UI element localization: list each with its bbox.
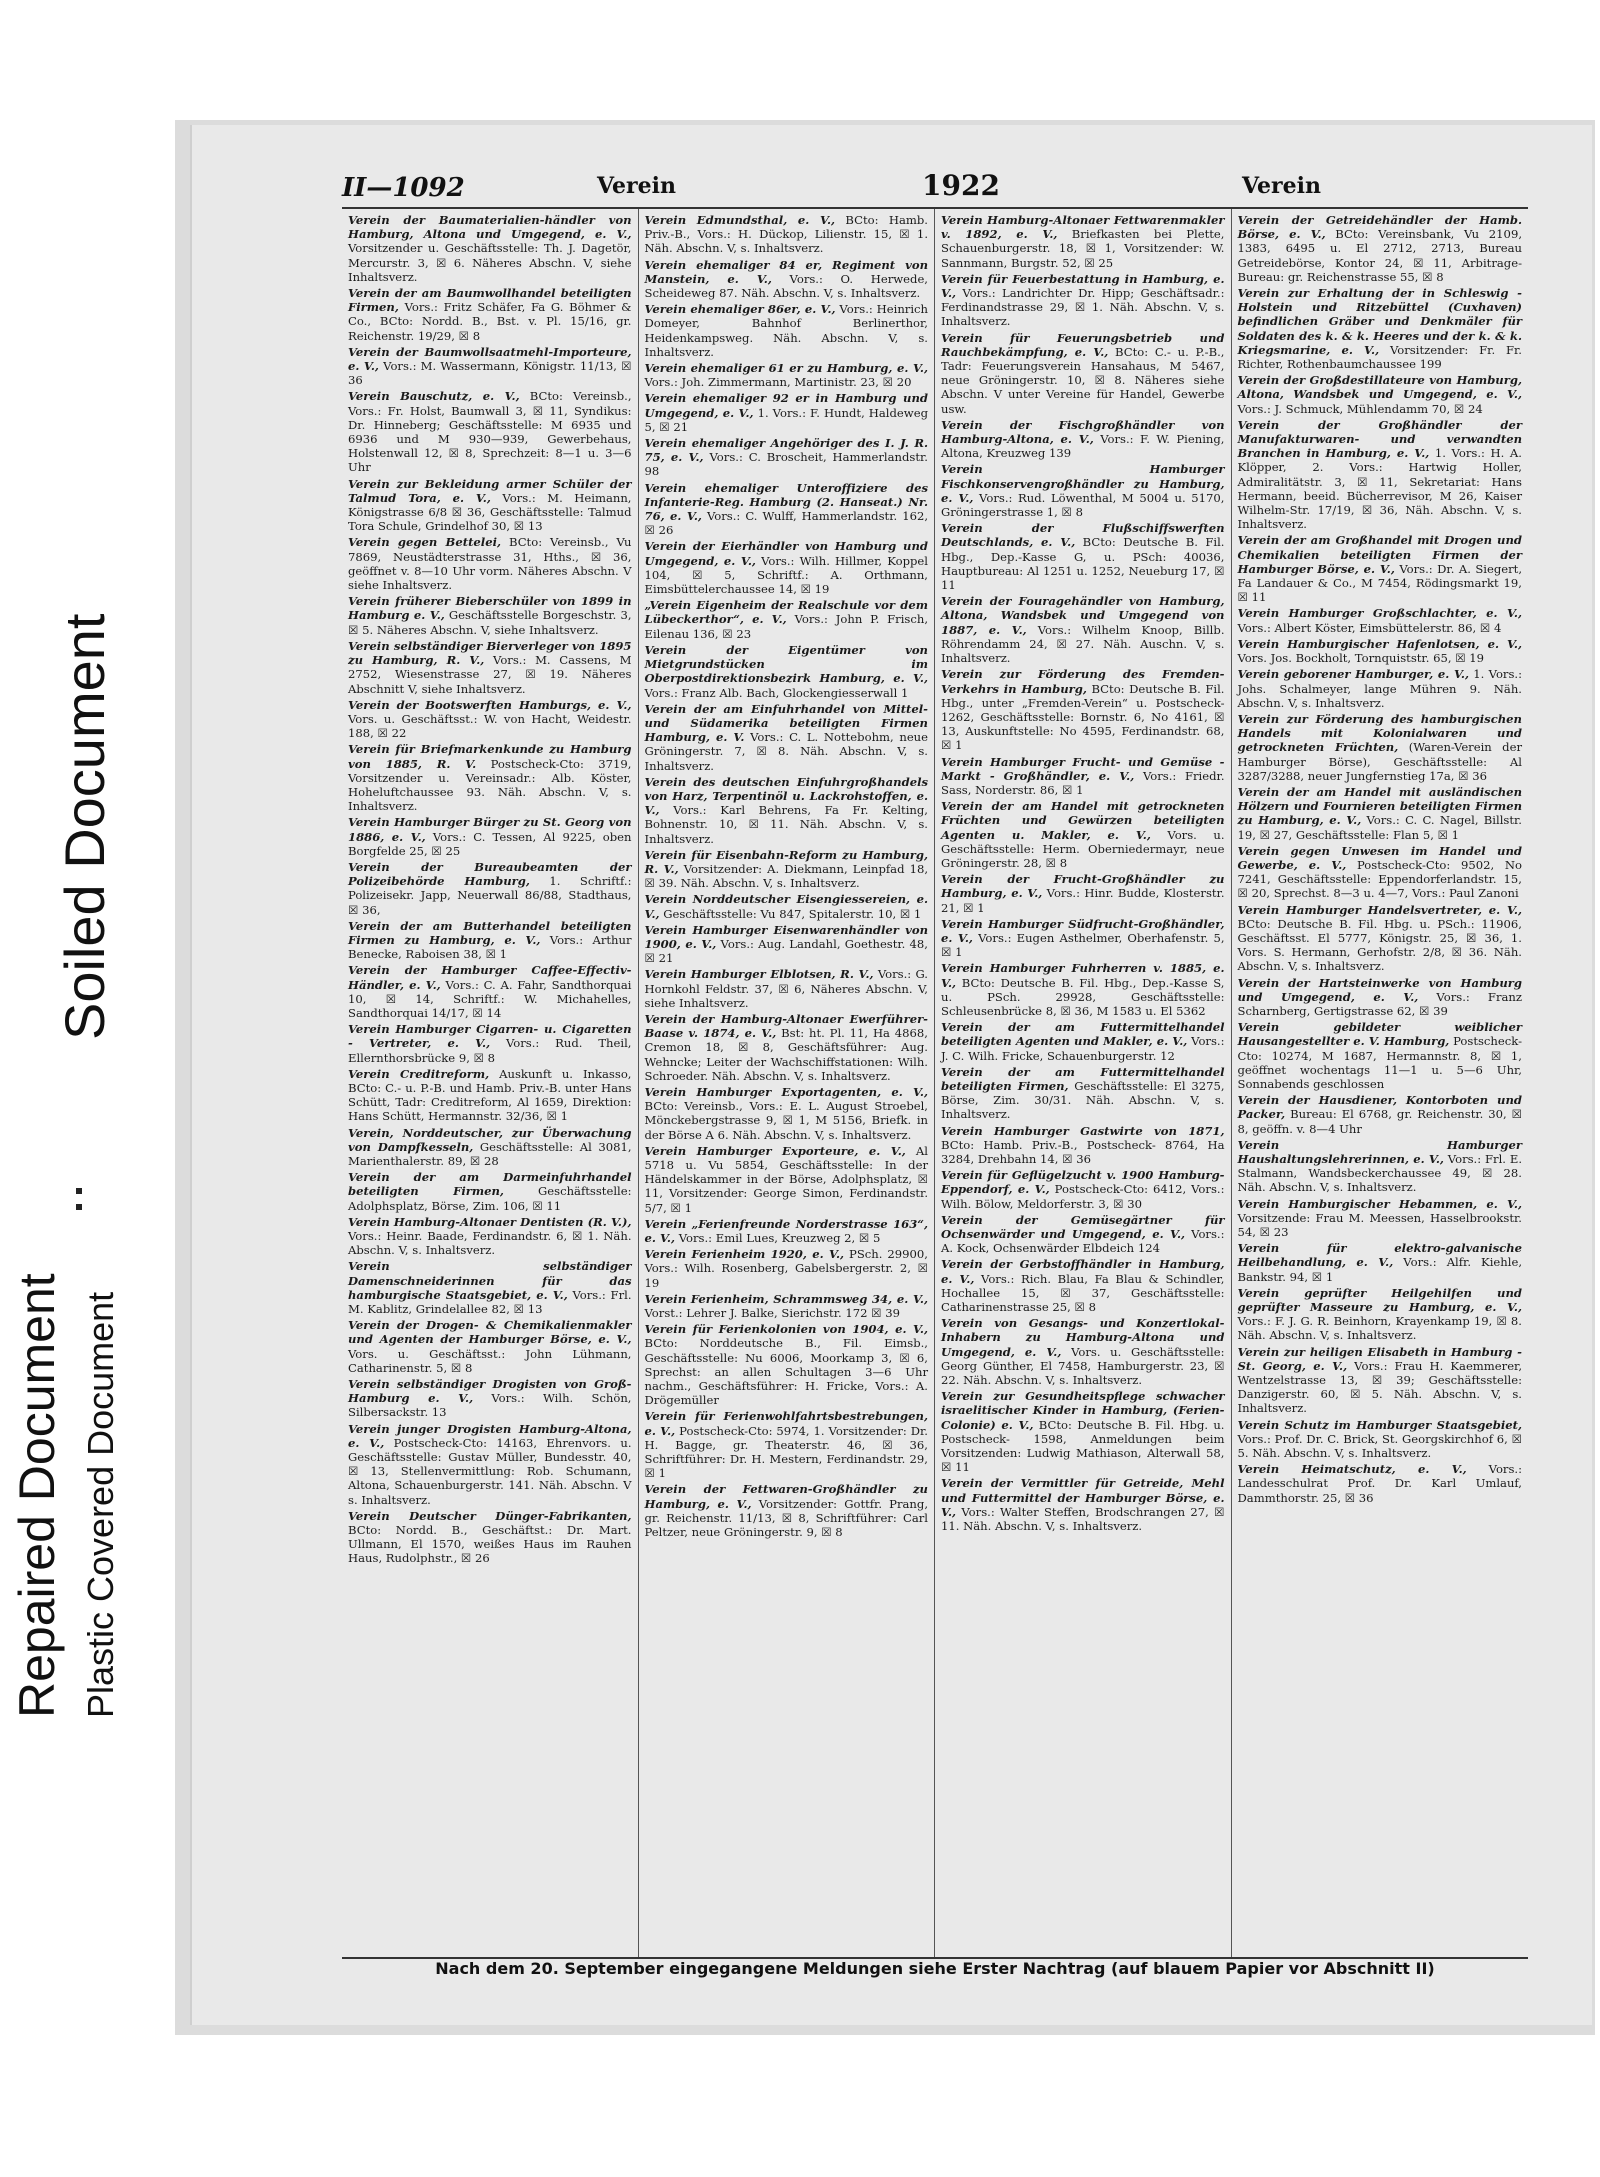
directory-entry — [348, 1422, 632, 1507]
entry-name: Verein ehemaliger Angehöriger des I. J. R. 75, e. V., — [644, 436, 928, 465]
entry-body: Bureau: El 6768, gr. Reichenstr. 30, ☒ 8, geöffn. v. 8—4 Uhr — [1237, 1107, 1522, 1136]
entry-name: Verein Heimatschutz, e. V., — [1237, 1462, 1467, 1477]
directory-entry — [941, 213, 1225, 270]
entry-name: Verein für elektro-galvanische Heilbehandlung, e. V., — [1237, 1241, 1522, 1270]
directory-entry — [1238, 373, 1523, 416]
entry-name: Verein der am Großhandel mit Drogen und Chemikalien beteiligten Firmen der Hamburger Börse, e. V., — [1237, 533, 1522, 576]
directory-entry — [645, 848, 929, 891]
entry-name: Verein der Gerbstoffhändler in Hamburg, e. V., — [941, 1257, 1225, 1286]
entry-name: Verein Creditreform, — [348, 1066, 490, 1081]
directory-entry — [645, 1247, 929, 1290]
directory-entry — [348, 1067, 632, 1124]
entry-body: BCto: C.- u. P.-B., Tadr: Feuerungsverein Hansahaus, M 5467, neue Gröningerstr. 10, ☒ 8. Näheres siehe Abschn. V unter Vereine für Handel, Gewerbe usw. — [941, 344, 1225, 416]
directory-entry — [645, 1482, 929, 1539]
entry-body: Vors.: Wilhelm Knoop, Billb. Röhrendamm 24, ☒ 27. Näh. Auschn. V, s. Inhaltsverz. — [941, 622, 1225, 666]
entry-body: Vors.: Franz Alb. Bach, Glockengiesserwall 1 — [644, 685, 909, 700]
entry-name: Verein gegen Unwesen im Handel und Gewerbe, e. V., — [1237, 843, 1522, 872]
entry-name: Verein ehemaliger 84 er, Regiment von Manstein, e. V., — [644, 257, 928, 286]
directory-entry — [645, 436, 929, 479]
entry-body: BCto: Vereinsb., Vors.: E. L. August Stroebel, Mönckebergstrasse 9, ☒ 1, M 5156, Briefk. in der Börse A 6. Näh. Abschn. V, s. Inhaltsverz. — [644, 1099, 928, 1142]
entry-name: Verein Hamburgischer Hebammen, e. V., — [1237, 1196, 1522, 1211]
entry-body: Vors. u. Geschäftsstelle: Herm. Oberniedermayr, neue Gröningerstr. 28, ☒ 8 — [941, 827, 1225, 870]
directory-entry — [1238, 1138, 1523, 1195]
entry-name: Verein zur Förderung des hamburgischen Handels mit Kolonialwaren und getrockneten Früchten, — [1237, 711, 1522, 755]
entry-body: Vors.: Prof. Dr. C. Brick, St. Georgskirchhof 6, ☒ 5. Näh. Abschn. V, s. Inhaltsverz. — [1237, 1431, 1522, 1461]
entry-body: Vors.: Emil Lues, Kreuzweg 2, ☒ 5 — [678, 1231, 881, 1246]
entry-body: Vors. u. Geschäftsstelle: Georg Günther, El 7458, Hamburgerstr. 23, ☒ 22. Näh. Abschn. V, s. Inhaltsverz. — [941, 1344, 1225, 1388]
entry-name: Verein, Norddeutscher, zur Überwachung von Dampfkesseln, — [348, 1125, 632, 1154]
page-number: II—1092 — [342, 173, 465, 203]
directory-entry — [645, 1409, 929, 1480]
directory-entry — [348, 963, 632, 1020]
entry-body: Vors.: Dr. A. Siegert, Fa Landauer & Co., M 7454, Rödingsmarkt 19, ☒ 11 — [1237, 561, 1522, 605]
entry-body: Vors.: John P. Frisch, Eilenau 136, ☒ 23 — [644, 612, 929, 641]
directory-entry — [645, 1012, 929, 1083]
entry-body: BCto: Deutsche B. Fil. Hbg. u. PSch.: 11906, Geschäftsst. El 5777, Königstr. 25, ☒ 36, 1. Vors. S. Hermann, Gerhofstr. 2/8, ☒ 36. Näh. Abschn. V, s. Inhaltsverz. — [1237, 916, 1522, 974]
entry-name: Verein Norddeutscher Eisengiessereien, e. V., — [644, 892, 928, 921]
entry-body: Vors.: Frl. M. Kablitz, Grindelallee 82, ☒ 13 — [348, 1287, 632, 1317]
directory-entry — [941, 331, 1225, 416]
entry-body: Vors.: F. J. G. R. Beinhorn, Krayenkamp 19, ☒ 8. Näh. Abschn. V, s. Inhaltsverz. — [1237, 1314, 1522, 1343]
directory-entry — [1238, 1241, 1523, 1284]
entry-name: Verein der am Futtermittelhandel beteiligten Agenten und Makler, e. V., — [941, 1020, 1225, 1049]
directory-entry — [941, 1168, 1225, 1211]
directory-entry — [1238, 213, 1523, 284]
directory-entry — [348, 477, 632, 534]
entry-name: Verein für Geflügelzucht v. 1900 Hamburg-Eppendorf, e. V., — [941, 1168, 1225, 1197]
entry-name: Verein für Ferienwohlfahrtsbestrebungen, e. V., — [644, 1409, 928, 1438]
directory-entry — [1238, 712, 1523, 783]
directory-entry — [941, 872, 1225, 915]
directory-entry — [941, 1124, 1225, 1167]
directory-page — [190, 125, 1592, 2025]
entry-body: Postscheck-Cto: 6412, Vors.: Wilh. Bölow, Meldorferstr. 3, ☒ 30 — [941, 1182, 1225, 1211]
entry-body: 1. Vors.: F. Hundt, Haldeweg 5, ☒ 21 — [644, 405, 928, 434]
entry-body: Vors.: O. Herwede, Scheideweg 87. Näh. Abschn. V, s. Inhaltsverz. — [644, 271, 928, 301]
directory-entry — [348, 594, 632, 637]
entry-name: Verein der Baumwollsaatmehl-Importeure, e. V., — [348, 344, 632, 374]
directory-entry — [941, 272, 1225, 329]
directory-entry — [645, 391, 929, 434]
entry-body: Postscheck-Cto: 10274, M 1687, Hermannstr. 8, ☒ 1, geöffnet wochentags 11—1 u. 5—6 Uhr, Sonnabends geschlossen — [1237, 1034, 1522, 1091]
directory-entry — [941, 755, 1225, 798]
directory-entry — [1238, 606, 1523, 634]
directory-entry — [645, 539, 929, 596]
column-4 — [1232, 209, 1529, 1957]
entry-name: Verein selbständiger Drogisten von Groß-Hamburg e. V., — [348, 1377, 632, 1406]
directory-entry — [1238, 637, 1523, 665]
entry-body: Auskunft u. Inkasso, BCto: C.- u. P.-B. und Hamb. Priv.-B. unter Hans Schütt, Tadr: Creditreform, Al 1659, Direktion: Hans Schütt, Hermannstr. 32/36, ☒ 1 — [348, 1066, 632, 1124]
entry-body: Vors.: Rich. Blau, Fa Blau & Schindler, Hochallee 15, ☒ 37, Geschäftsstelle: Catharinenstrasse 25, ☒ 8 — [941, 1271, 1225, 1315]
entry-body: Vors.: Eugen Asthelmer, Oberhafenstr. 5, ☒ 1 — [941, 930, 1225, 960]
entry-body: Vors.: J. Schmuck, Mühlendamm 70, ☒ 24 — [1237, 401, 1483, 416]
label-separator-dot — [76, 1188, 82, 1194]
entry-name: Verein Hamburger Fischkonservengroßhändler zu Hamburg, e. V., — [941, 462, 1225, 505]
directory-entry — [645, 967, 929, 1010]
entry-body: Geschäftsstelle: El 3275, Börse, Zim. 30/31. Näh. Abschn. V, s. Inhaltsverz. — [941, 1078, 1225, 1122]
entry-body: Vors.: Heinr. Baade, Ferdinandstr. 6, ☒ 1. Näh. Abschn. V, s. Inhaltsverz. — [348, 1229, 632, 1258]
entry-body: Vors.: Arthur Benecke, Raboisen 38, ☒ 1 — [348, 932, 632, 962]
entry-name: Verein der Getreidehändler der Hamb. Börse, e. V., — [1237, 213, 1522, 242]
entry-body: BCto: Deutsche B. Fil. Hbg., Dep.-Kasse G, u. PSch: 40036, Hauptbureau: Al 1251 u. 1252, Neueburg 17, ☒ 11 — [941, 535, 1225, 593]
entry-name: Verein ehemaliger Unteroffiziere des Infanterie-Reg. Hamburg (2. Hanseat.) Nr. 76, e. V., — [644, 480, 928, 524]
entry-body: 1. Schriftf.: Polizeisekr. Japp, Neuerwall 86/88, Stadthaus, ☒ 36, — [348, 874, 632, 917]
entry-body: Vors. u. Geschäftsst.: W. von Hacht, Weidestr. 188, ☒ 22 — [348, 711, 632, 741]
entry-name: Verein früherer Bieberschüler von 1899 in Hamburg e. V., — [348, 594, 632, 623]
entry-body: Vors.: M. Wassermann, Königstr. 11/13, ☒ 36 — [348, 359, 632, 388]
entry-body: Vors.: Frau H. Kaemmerer, Wentzelstrasse 13, ☒ 39; Geschäftsstelle: Danzigerstr. 60, ☒ 5. Näh. Abschn. V, s. Inhaltsverz. — [1237, 1358, 1523, 1416]
directory-entry — [348, 815, 632, 858]
entry-name: Verein der Frucht-Großhändler zu Hamburg, e. V., — [941, 872, 1225, 901]
entry-body: Al 5718 u. Vu 5854, Geschäftsstelle: In der Händelskammer in der Börse, Adolphsplatz, ☒ 11, Vorsitzender: George Simon, Ferdinandstr. 5/7, ☒ 1 — [644, 1143, 929, 1215]
entry-name: Verein gegen Bettelei, — [348, 535, 502, 550]
directory-entry — [645, 1085, 929, 1142]
entry-name: Verein Hamburger Gastwirte von 1871, — [941, 1123, 1225, 1138]
directory-entry — [348, 1022, 632, 1065]
column-3 — [935, 209, 1232, 1957]
entry-body: BCto: Nordd. B., Geschäftst.: Dr. Mart. Ullmann, El 1570, weißes Haus im Rauhen Haus, Rudolphstr., ☒ 26 — [348, 1523, 632, 1566]
entry-name: Verein der Hausdiener, Kontorboten und Packer, — [1237, 1093, 1522, 1122]
directory-entry — [941, 799, 1225, 870]
entry-name: Verein der am Darmeinfuhrhandel beteiligten Firmen, — [348, 1170, 632, 1199]
entry-name: Verein von Gesangs- und Konzertlokal-Inhabern zu Hamburg-Altona und Umgegend, e. V., — [941, 1316, 1225, 1359]
plastic-covered-document-label: Plastic Covered Document — [80, 1291, 121, 1718]
entry-body: Vorsitzender: A. Diekmann, Leinpfad 18, ☒ 39. Näh. Abschn. V, s. Inhaltsverz. — [644, 861, 929, 891]
entry-name: Verein der Großhändler der Manufakturwaren- und verwandten Branchen in Hamburg, e. V., — [1237, 417, 1522, 461]
entry-body: PSch. 29900, Vors.: Wilh. Rosenberg, Gabelsbergerstr. 2, ☒ 19 — [644, 1247, 928, 1290]
directory-entry — [645, 702, 929, 773]
entry-name: Verein „Ferienfreunde Norderstrasse 163“, e. V., — [644, 1216, 928, 1246]
entry-body: Vorsitzender u. Geschäftsstelle: Th. J. Dagetör, Mercurstr. 3, ☒ 6. Näheres Abschn. V, siehe Inhaltsverz. — [348, 241, 632, 284]
directory-entry — [941, 1316, 1225, 1387]
directory-entry — [1238, 418, 1523, 532]
entry-body: Vors.: Frl. E. Stalmann, Wandsbeckerchaussee 49, ☒ 28. Näh. Abschn. V, s. Inhaltsverz. — [1237, 1152, 1523, 1195]
directory-entry — [1238, 667, 1523, 710]
directory-entry — [941, 1389, 1225, 1474]
entry-body: Vors.: G. Hornkohl Feldstr. 37, ☒ 6, Näheres Abschn. V, siehe Inhaltsverz. — [644, 967, 928, 1010]
entry-name: Verein der am Butterhandel beteiligten Firmen zu Hamburg, e. V., — [348, 918, 632, 947]
directory-entry — [645, 1322, 929, 1407]
entry-body: Vors.: M. Heimann, Königstrasse 6/8 ☒ 36, Geschäftsstelle: Talmud Tora Schule, Grindelhof 30, ☒ 13 — [348, 490, 632, 534]
entry-body: BCto: Vereinsbank, Vu 2109, 1383, 6495 u. El 2712, 2713, Bureau Getreidebörse, Kontor 24, ☒ 11, Arbitrage-Bureau: gr. Reichenstrasse 55, ☒ 8 — [1237, 227, 1522, 284]
directory-entry — [645, 775, 929, 846]
entry-name: Verein Hamburger Südfrucht-Großhändler, e. V., — [941, 916, 1225, 945]
entry-name: Verein Hamburger Bürger zu St. Georg von 1886, e. V., — [348, 815, 632, 844]
directory-entry — [941, 462, 1225, 519]
entry-name: Verein gebildeter weiblicher Hausangestellter e. V. Hamburg, — [1237, 1020, 1522, 1049]
entry-body: Vors.: Joh. Zimmermann, Martinistr. 23, ☒ 20 — [644, 375, 912, 390]
entry-name: Verein der Gemüsegärtner für Ochsenwärder und Umgegend, e. V., — [941, 1212, 1225, 1242]
entry-body: Geschäftsstelle: Adolphsplatz, Börse, Zim. 106, ☒ 11 — [348, 1184, 632, 1213]
entry-body: Bst: ht. Pl. 11, Ha 4868, Cremon 18, ☒ 8, Geschäftsführer: Aug. Wehncke; Leiter der Wachschiffstationen: Wilh. Schroeder. Näh. Abschn. V, s. Inhaltsverz. — [644, 1026, 928, 1083]
entry-name: Verein junger Drogisten Hamburg-Altona, e. V., — [348, 1421, 632, 1450]
entry-body: Postscheck-Cto: 14163, Ehrenvors. u. Geschäftsstelle: Gustav Müller, Bundesstr. 40, ☒ 13, Stellenvermittlung: Rob. Schumann, Altona, Schauenburgerstr. 141. Näh. Abschn. V s. Inhaltsverz. — [348, 1435, 632, 1507]
entry-body: 1. Vors.: Johs. Schalmeyer, lange Mühren 9. Näh. Abschn. V, s. Inhaltsverz. — [1237, 667, 1523, 710]
directory-entry — [645, 1292, 929, 1320]
directory-entry — [941, 1257, 1225, 1314]
entry-body: Vors.: C. C. Nagel, Billstr. 19, ☒ 27, Geschäftsstelle: Flan 5, ☒ 1 — [1237, 813, 1522, 842]
directory-entry — [348, 1377, 632, 1420]
directory-entry — [1238, 286, 1523, 371]
entry-name: Verein der Großdestillateure von Hamburg, Altona, Wandsbek und Umgegend, e. V., — [1237, 373, 1522, 402]
entry-name: Verein für Feuerbestattung in Hamburg, e. V., — [941, 271, 1225, 301]
directory-entry — [1238, 1462, 1523, 1505]
directory-entry — [941, 418, 1225, 461]
directory-entry — [348, 742, 632, 813]
directory-entry — [1238, 844, 1523, 901]
entry-name: Verein Hamburger Exporteure, e. V., — [644, 1143, 906, 1158]
entry-body: Vors.: Friedr. Sass, Norderstr. 86, ☒ 1 — [941, 768, 1225, 797]
entry-name: Verein der Bureaubeamten der Polizeibehörde Hamburg, — [348, 859, 632, 889]
directory-entry — [1238, 533, 1523, 604]
entry-name: Verein selbständiger Damenschneiderinnen für das hamburgische Staatsgebiet, e. V., — [348, 1259, 632, 1302]
entry-body: Vorst.: Lehrer J. Balke, Sierichstr. 172 ☒ 39 — [644, 1306, 901, 1321]
entry-name: Verein der am Handel mit ausländischen Hölzern und Fournieren beteiligten Firmen zu Hamburg, e. V., — [1237, 784, 1522, 828]
directory-entry — [1238, 1020, 1523, 1091]
entry-body: Vors.: Rud. Theil, Ellernthorsbrücke 9, ☒ 8 — [348, 1036, 632, 1065]
label-separator-dot — [76, 1204, 82, 1210]
entry-name: Verein der Fouragehändler von Hamburg, Altona, Wandsbek und Umgegend von 1887, e. V., — [941, 594, 1225, 637]
entry-name: Verein der am Handel mit getrockneten Früchten und Gewürzen beteiligten Agenten u. Makler, e. V., — [941, 799, 1225, 842]
entry-name: Verein Hamburg-Altonaer Dentisten (R. V.), — [348, 1214, 632, 1229]
entry-name: Verein Hamburg-Altonaer Fettwarenmakler v. 1892, e. V., — [941, 213, 1225, 242]
entry-name: Verein zur heiligen Elisabeth in Hamburg - St. Georg, e. V., — [1237, 1344, 1522, 1373]
directory-entry — [645, 258, 929, 301]
entry-name: Verein Ferienheim 1920, e. V., — [644, 1247, 845, 1262]
directory-entry — [645, 213, 929, 256]
entry-body: (Waren-Verein der Hamburger Börse), Geschäftsstelle: Al 3287/3288, neuer Jungfernstieg 17a, ☒ 36 — [1237, 740, 1523, 783]
directory-entry — [1238, 903, 1523, 974]
entry-body: Geschäftsstelle: Vu 847, Spitalerstr. 10, ☒ 1 — [663, 906, 922, 921]
entry-name: Verein Hamburger Haushaltungslehrerinnen, e. V., — [1237, 1137, 1522, 1166]
entry-body: Vors.: Landrichter Dr. Hipp; Geschäftsadr.: Ferdinandstrasse 29, ☒ 1. Näh. Abschn. V, s. Inhaltsverz. — [941, 286, 1225, 329]
entry-name: Verein der Eigentümer von Mietgrundstücken im Oberpostdirektionsbezirk Hamburg, e. V., — [644, 642, 928, 686]
directory-entry — [348, 698, 632, 741]
entry-name: Verein für Feuerungsbetrieb und Rauchbekämpfung, e. V., — [941, 330, 1225, 359]
running-head-year: 1922 — [922, 169, 1000, 202]
entry-name: Verein Hamburger Cigarren- u. Cigaretten - Vertreter, e. V., — [348, 1022, 632, 1051]
entry-name: Verein Bauschutz, e. V., — [348, 389, 520, 404]
entry-name: Verein ehemaliger 92 er in Hamburg und Umgegend, e. V., — [644, 391, 928, 420]
entry-name: Verein Hamburger Großschlachter, e. V., — [1237, 606, 1522, 621]
entry-name: „Verein Eigenheim der Realschule vor dem Lübeckerthor“, e. V., — [644, 598, 928, 627]
entry-name: Verein geprüfter Heilgehilfen und geprüfter Masseure zu Hamburg, e. V., — [1237, 1285, 1522, 1315]
directory-entry — [645, 302, 929, 359]
entry-name: Verein ehemaliger 61 er zu Hamburg, e. V., — [644, 361, 928, 376]
entry-name: Verein zur Gesundheitspflege schwacher israelitischer Kinder in Hamburg, (Ferien-Colonie) e. V., — [941, 1389, 1225, 1432]
entry-body: Vors.: Albert Köster, Eimsbüttelerstr. 86, ☒ 4 — [1237, 620, 1502, 635]
entry-body: Postscheck-Cto: 5974, 1. Vorsitzender: Dr. H. Bagge, gr. Theaterstr. 46, ☒ 36, Schriftführer: Dr. H. Mestern, Ferdinandstr. 29, ☒ 1 — [644, 1423, 928, 1481]
directory-entry — [645, 892, 929, 920]
directory-entry — [348, 1126, 632, 1169]
entry-body: BCto: Deutsche B. Fil. Hbg., unter „Fremden-Verein“ u. Postscheck-1262, Geschäftsstelle: Bornstr. 6, No 4161, ☒ 13, Auskunftstelle: No 4595, Ferdinandstr. 68, ☒ 1 — [941, 681, 1225, 753]
entry-name: Verein Hamburger Frucht- und Gemüse - Markt - Großhändler, e. V., — [941, 754, 1225, 783]
directory-entry — [1238, 1345, 1523, 1416]
entry-name: Verein der Flußschiffswerften Deutschlands, e. V., — [941, 521, 1225, 550]
running-head-right: Verein — [1242, 173, 1321, 199]
entry-body: Vors.: Fritz Schäfer, Fa G. Böhmer & Co., BCto: Nordd. B., Bst. v. Pl. 15/16, gr. Reichenstr. 19/29, ☒ 8 — [348, 300, 632, 343]
entry-body: Vors.: Landesschulrat Prof. Dr. Karl Umlauf, Dammthorstr. 25, ☒ 36 — [1237, 1462, 1523, 1505]
entry-body: BCto: Vereinsb., Vors.: Fr. Holst, Baumwall 3, ☒ 11, Syndikus: Dr. Hinneberg; Geschäftsstelle: M 6935 und 6936 und M 930—939, Gewerbehaus, Holstenwall 12, ☒ 8, Sprechzeit: 8—1 u. 3—6 Uhr — [348, 389, 632, 475]
directory-entry — [348, 286, 632, 343]
directory-entry — [1238, 1093, 1523, 1136]
entry-name: Verein der am Baumwollhandel beteiligten Firmen, — [348, 286, 632, 315]
entry-body: BCto: Vereinsb., Vu 7869, Neustädterstrasse 31, Hths., ☒ 36, geöffnet v. 8—10 Uhr vorm. Näheres Abschn. V siehe Inhaltsverz. — [348, 535, 632, 593]
column-2 — [639, 209, 936, 1957]
directory-entry — [941, 1476, 1225, 1533]
entry-name: Verein Edmundsthal, e. V., — [644, 213, 836, 227]
directory-entry — [645, 361, 929, 389]
entry-body: Vors.: C. Broscheit, Hammerlandstr. 98 — [644, 450, 928, 479]
directory-entry — [645, 1144, 929, 1215]
entry-name: Verein Hamburger Handelsvertreter, e. V., — [1237, 902, 1522, 917]
entry-name: Verein für Briefmarkenkunde zu Hamburg von 1885, R. V. — [348, 742, 632, 771]
directory-entry — [348, 535, 632, 592]
footer-note: Nach dem 20. September eingegangene Meldungen siehe Erster Nachtrag (auf blauem Papier vor Abschnitt II) — [435, 1959, 1435, 1978]
directory-entry — [348, 860, 632, 917]
directory-entry — [941, 594, 1225, 665]
entry-body: Vors.: Alfr. Kiehle, Bankstr. 94, ☒ 1 — [1237, 1255, 1522, 1284]
entry-body: Vorsitzender: Fr. Fr. Richter, Rothenbaumchaussee 199 — [1237, 342, 1522, 372]
soiled-document-label: Soiled Document — [53, 613, 116, 1040]
directory-entry — [348, 1215, 632, 1258]
entry-name: Verein zur Erhaltung der in Schleswig - Holstein und Ritzebüttel (Cuxhaven) befindlichen Gräber und Denkmäler für Soldaten des k. & k. Heeres und der k. & k. Kriegsmarine, e. V., — [1237, 286, 1522, 357]
entry-body: Vors.: Aug. Landahl, Goethestr. 48, ☒ 21 — [644, 936, 928, 966]
directory-entry — [348, 919, 632, 962]
entry-body: BCto: Norddeutsche B., Fil. Eimsb., Geschäftsstelle: Nu 6006, Moorkamp 3, ☒ 6, Sprechst: an allen Schultagen 3—6 Uhr nachm., Geschäftsführer: H. Fricke, Vors.: A. Drögemüller — [644, 1336, 928, 1408]
directory-entry — [348, 1318, 632, 1375]
entry-name: Verein der am Einfuhrhandel von Mittel- und Südamerika beteiligten Firmen Hamburg, e. V. — [644, 701, 928, 745]
directory-entry — [1238, 1197, 1523, 1240]
entry-name: Verein zur Bekleidung armer Schüler der Talmud Tora, e. V., — [348, 476, 632, 505]
directory-entry — [348, 1259, 632, 1316]
entry-name: Verein Hamburger Exportagenten, e. V., — [644, 1084, 928, 1099]
entry-name: Verein der Vermittler für Getreide, Mehl und Futtermittel der Hamburger Börse, e. V., — [941, 1476, 1225, 1519]
directory-entry — [348, 1170, 632, 1213]
directory-entry — [941, 1020, 1225, 1063]
entry-name: Verein der Drogen- & Chemikalienmakler und Agenten der Hamburger Börse, e. V., — [348, 1318, 632, 1347]
entry-name: Verein zur Förderung des Fremden-Verkehrs in Hamburg, — [941, 667, 1225, 696]
entry-body: BCto: Deutsche B. Fil. Hbg., Dep.-Kasse S, u. PSch. 29928, Geschäftsstelle: Schleusenbrücke 8, ☒ 36, M 1583 u. El 5362 — [941, 975, 1225, 1018]
entry-name: Verein der Fischgroßhändler von Hamburg-Altona, e. V., — [941, 417, 1225, 447]
directory-entry — [348, 389, 632, 474]
entry-body: Vors. Jos. Bockholt, Tornquiststr. 65, ☒ 19 — [1237, 651, 1485, 666]
entry-name: Verein der Eierhändler von Hamburg und Umgegend, e. V., — [644, 539, 928, 568]
running-head — [342, 165, 1522, 205]
entry-body: Vors.: F. W. Piening, Altona, Kreuzweg 139 — [941, 432, 1225, 461]
entry-name: Verein Ferienheim, Schrammsweg 34, e. V., — [644, 1291, 928, 1306]
entry-body: Vors.: Franz Scharnberg, Gertigstrasse 62, ☒ 39 — [1237, 989, 1522, 1018]
entry-body: Vors.: J. C. Wilh. Fricke, Schauenburgerstr. 12 — [941, 1034, 1225, 1063]
directory-entry — [1238, 1286, 1523, 1343]
entry-name: Verein der Bootswerften Hamburgs, e. V., — [348, 697, 632, 712]
directory-entry — [941, 1213, 1225, 1256]
entry-body: BCto: Hamb. Priv.-B., Vors.: H. Dückop, Lilienstr. 15, ☒ 1. Näh. Abschn. V, s. Inhaltsverz. — [644, 213, 928, 256]
entry-name: Verein ehemaliger 86er, e. V., — [644, 302, 836, 317]
entry-body: Vors.: Walter Steffen, Brodschrangen 27, ☒ 11. Näh. Abschn. V, s. Inhaltsverz. — [941, 1504, 1225, 1534]
entry-name: Verein Schutz im Hamburger Staatsgebiet, — [1237, 1417, 1522, 1432]
entry-body: Vors.: Wilh. Schön, Silbersackstr. 13 — [348, 1391, 632, 1420]
directory-entry — [645, 643, 929, 700]
entry-body: BCto: Deutsche B. Fil. Hbg. u. Postscheck- 1598, Anmeldungen beim Vorsitzenden: Ludwig Mathiason, Alterwall 58, ☒ 11 — [941, 1417, 1225, 1475]
entry-body: Vors. u. Geschäftsst.: John Lühmann, Catharinenstr. 5, ☒ 8 — [348, 1346, 632, 1375]
running-head-left: Verein — [597, 173, 676, 199]
directory-entry — [348, 213, 632, 284]
entry-body: Postscheck-Cto: 9502, No 7241, Geschäftsstelle: Eppendorferlandstr. 15, ☒ 20, Sprechst. 8—3 u. 4—7, Vors.: Paul Zanoni — [1237, 857, 1522, 901]
entry-body: BCto: Hamb. Priv.-B., Postscheck- 8764, Ha 3284, Drehbahn 14, ☒ 36 — [941, 1137, 1225, 1166]
entry-body: Geschäftsstelle: Al 3081, Marienthalerstr. 89, ☒ 28 — [348, 1139, 632, 1168]
directory-entry — [348, 1509, 632, 1566]
column-1 — [342, 209, 639, 1957]
directory-entry — [1238, 1418, 1523, 1461]
entry-name: Verein der Hamburg-Altonaer Ewerführer-Baase v. 1874, e. V., — [644, 1011, 928, 1041]
entry-body: Postscheck-Cto: 3719, Vorsitzender u. Vereinsadr.: Alb. Köster, Hoheluftchaussee 93. Näh. Abschn. V, s. Inhaltsverz. — [348, 756, 632, 814]
entry-body: Briefkasten bei Plette, Schauenburgerstr. 18, ☒ 1, Vorsitzender: W. Sannmann, Burgstr. 52, ☒ 25 — [941, 227, 1225, 270]
entry-name: Verein für Ferienkolonien von 1904, e. V., — [644, 1322, 928, 1337]
entry-name: Verein Hamburger Eisenwarenhändler von 1900, e. V., — [644, 922, 928, 951]
entry-name: Verein selbständiger Bierverleger von 1895 zu Hamburg, R. V., — [348, 638, 632, 668]
directory-entry — [348, 345, 632, 388]
entry-body: Vors.: Rud. Löwenthal, M 5004 u. 5170, Gröningerstrasse 1, ☒ 8 — [941, 490, 1225, 520]
entry-body: Vors.: M. Cassens, M 2752, Wiesenstrasse 27, ☒ 19. Näheres Abschnitt V, siehe Inhaltsverz. — [348, 653, 632, 696]
entry-name: Verein für Eisenbahn-Reform zu Hamburg, R. V., — [644, 847, 928, 876]
entry-body: Vors.: C. L. Nottebohm, neue Gröningerstr. 7, ☒ 8. Näh. Abschn. V, s. Inhaltsverz. — [644, 730, 929, 773]
repaired-document-label: Repaired Document — [9, 1273, 65, 1718]
directory-entry — [645, 1217, 929, 1245]
directory-entry — [941, 961, 1225, 1018]
entry-body: Vors.: C. A. Fahr, Sandthorquai 10, ☒ 14, Schriftf.: W. Michahelles, Sandthorquai 14/17, ☒ 14 — [348, 977, 632, 1020]
entry-name: Verein Hamburgischer Hafenlotsen, e. V., — [1237, 636, 1522, 651]
directory-entry — [941, 521, 1225, 592]
entry-body: Vors.: Hinr. Budde, Klosterstr. 21, ☒ 1 — [941, 886, 1225, 915]
directory-entry — [645, 923, 929, 966]
entry-name: Verein Deutscher Dünger-Fabrikanten, — [348, 1508, 632, 1523]
entry-body: 1. Vors.: H. A. Klöpper, 2. Vors.: Hartwig Holler, Admiralitätstr. 3, ☒ 11, Sekretariat: Hans Hermann, beeid. Bücherrevisor, M 26, Kaiser Wilhelm-Str. 17/19, ☒ 36, Näh. Abschn. V, s. Inhaltsverz. — [1237, 446, 1522, 532]
entry-name: Verein der am Futtermittelhandel beteiligten Firmen, — [941, 1064, 1225, 1093]
directory-entry — [941, 917, 1225, 960]
entry-name: Verein Hamburger Fuhrherren v. 1885, e. V., — [941, 961, 1225, 990]
entry-name: Verein der Hamburger Caffee-Effectiv-Händler, e. V., — [348, 963, 632, 992]
entry-body: Vors.: C. Wulff, Hammerlandstr. 162, ☒ 26 — [644, 509, 929, 538]
entry-body: Vorsitzende: Frau M. Meessen, Hasselbrookstr. 54, ☒ 23 — [1237, 1210, 1522, 1240]
entry-body: Vors.: Wilh. Hillmer, Koppel 104, ☒ 5, Schriftf.: A. Orthmann, Eimsbüttelerchaussee 14, ☒ 19 — [644, 553, 928, 597]
entry-name: Verein der Fettwaren-Großhändler zu Hamburg, e. V., — [644, 1482, 928, 1511]
directory-columns — [342, 207, 1528, 1959]
entry-body: Vors.: Heinrich Domeyer, Bahnhof Berlinerthor, Heidenkampsweg. Näh. Abschn. V, s. Inhaltsverz. — [644, 302, 928, 359]
entry-body: Geschäftsstelle Borgeschstr. 3, ☒ 5. Näheres Abschn. V, siehe Inhaltsverz. — [348, 608, 632, 637]
entry-name: Verein der Baumaterialien-händler von Hamburg, Altona und Umgegend, e. V., — [348, 213, 632, 242]
directory-entry — [348, 639, 632, 696]
directory-entry — [1238, 785, 1523, 842]
entry-name: Verein des deutschen Einfuhrgroßhandels von Harz, Terpentinöl u. Lackrohstoffen, e. V., — [644, 774, 928, 818]
entry-name: Verein Hamburger Elblotsen, R. V., — [644, 967, 874, 982]
entry-body: Vorsitzender: Gottfr. Prang, gr. Reichenstr. 11/13, ☒ 8, Schriftführer: Carl Peltzer, neue Gröningerstr. 9, ☒ 8 — [644, 1496, 929, 1540]
entry-name: Verein der Hartsteinwerke von Hamburg und Umgegend, e. V., — [1237, 975, 1522, 1004]
directory-entry — [941, 667, 1225, 752]
directory-entry — [645, 598, 929, 641]
directory-entry — [645, 481, 929, 538]
directory-entry — [941, 1065, 1225, 1122]
entry-body: Vors.: C. Tessen, Al 9225, oben Borgfelde 25, ☒ 25 — [348, 829, 632, 858]
entry-body: Vors.: Karl Behrens, Fa Fr. Kelting, Bohnenstr. 10, ☒ 11. Näh. Abschn. V, s. Inhaltsverz. — [644, 803, 928, 846]
directory-entry — [1238, 976, 1523, 1019]
entry-body: Vors.: A. Kock, Ochsenwärder Elbdeich 124 — [941, 1227, 1225, 1256]
entry-name: Verein geborener Hamburger, e. V., — [1237, 667, 1469, 682]
